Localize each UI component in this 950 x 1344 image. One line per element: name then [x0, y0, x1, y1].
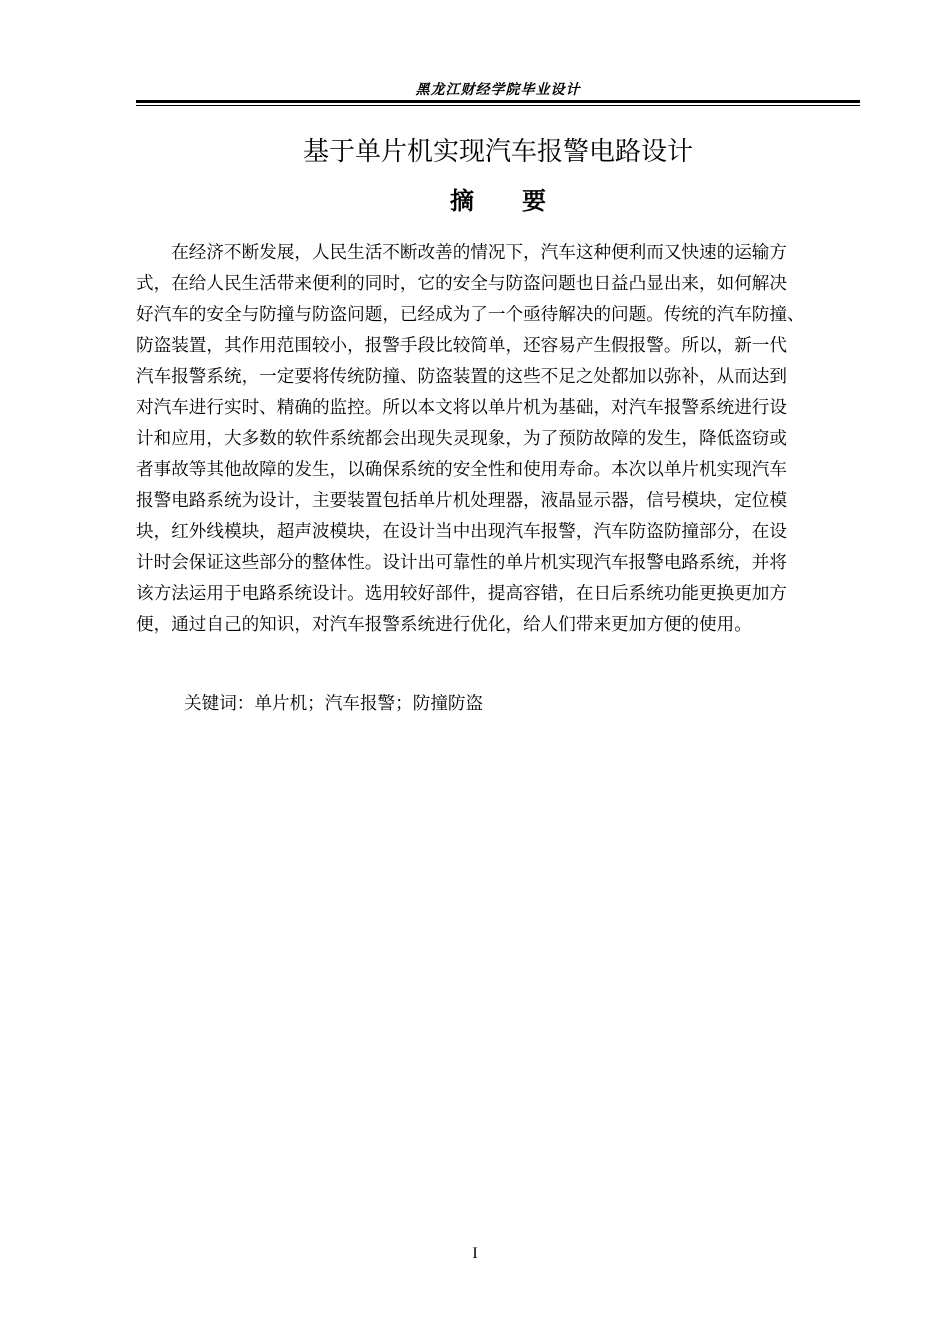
header-rule-thick [136, 100, 860, 103]
keywords [184, 690, 483, 718]
abstract-line: 便，通过自己的知识，对汽车报警系统进行优化，给人们带来更加方便的使用。 [136, 615, 752, 635]
abstract-body [136, 238, 860, 641]
running-header: 黑龙江财经学院毕业设计 [415, 82, 581, 98]
abstract-line: 计时会保证这些部分的整体性。设计出可靠性的单片机实现汽车报警电路系统，并将 [136, 553, 787, 573]
abstract-line: 块，红外线模块，超声波模块，在设计当中出现汽车报警，汽车防盗防撞部分，在设 [136, 522, 787, 542]
paper-title: 基于单片机实现汽车报警电路设计 [302, 137, 693, 167]
abstract-line: 计和应用，大多数的软件系统都会出现失灵现象，为了预防故障的发生，降低盗窃或 [136, 429, 787, 449]
keywords-text: 单片机；汽车报警；防撞防盗 [254, 694, 484, 714]
keywords-label: 关键词： [184, 694, 255, 714]
page-number: I [472, 1245, 478, 1262]
header-rule-thin [136, 105, 860, 106]
abstract-heading: 摘要 [450, 187, 594, 215]
abstract-line: 式，在给人民生活带来便利的同时，它的安全与防盗问题也日益凸显出来，如何解决 [136, 274, 787, 294]
abstract-line: 对汽车进行实时、精确的监控。所以本文将以单片机为基础，对汽车报警系统进行设 [136, 398, 787, 418]
abstract-line: 报警电路系统为设计，主要装置包括单片机处理器，液晶显示器，信号模块，定位模 [136, 491, 787, 511]
abstract-line: 在经济不断发展，人民生活不断改善的情况下，汽车这种便利而又快速的运输方 [136, 243, 787, 263]
abstract-line: 汽车报警系统，一定要将传统防撞、防盗装置的这些不足之处都加以弥补，从而达到 [136, 367, 787, 387]
abstract-line: 者事故等其他故障的发生，以确保系统的安全性和使用寿命。本次以单片机实现汽车 [136, 460, 787, 480]
abstract-line: 好汽车的安全与防撞与防盗问题，已经成为了一个亟待解决的问题。传统的汽车防撞、 [136, 305, 805, 325]
abstract-line: 该方法运用于电路系统设计。选用较好部件，提高容错，在日后系统功能更换更加方 [136, 584, 787, 604]
abstract-line: 防盗装置，其作用范围较小，报警手段比较简单，还容易产生假报警。所以，新一代 [136, 336, 787, 356]
